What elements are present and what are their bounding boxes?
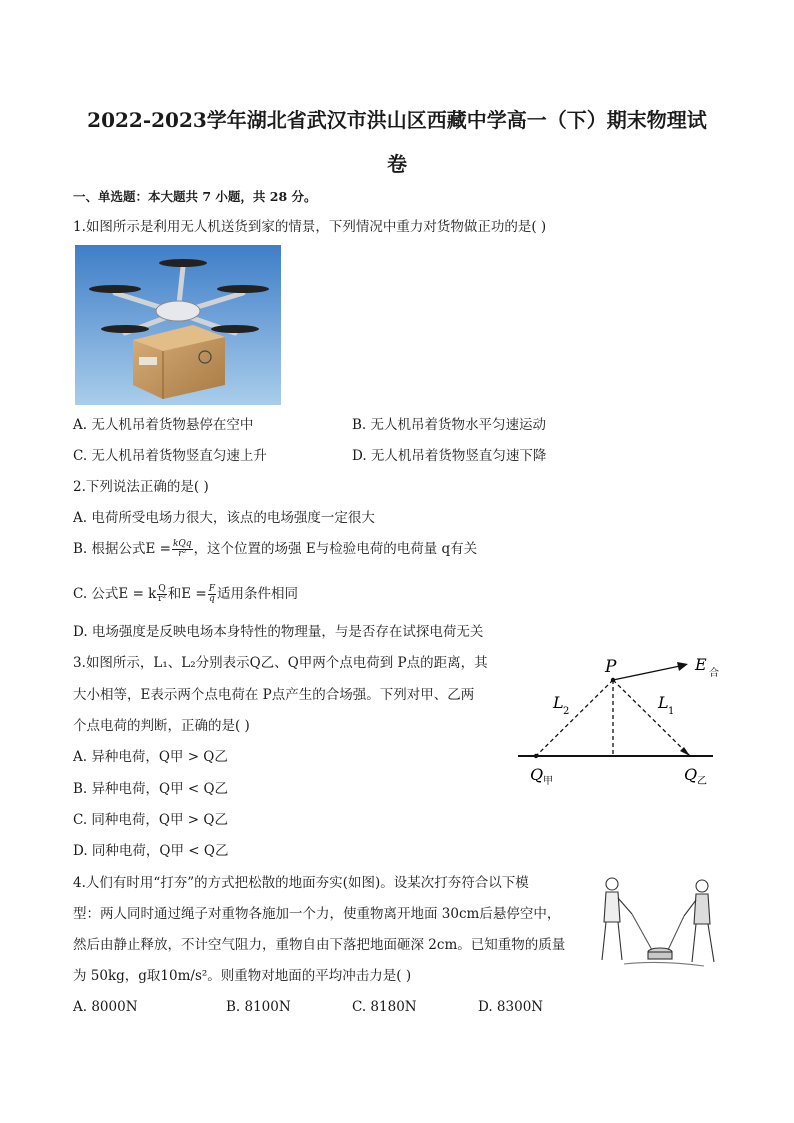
- label-q-jia: Q: [530, 765, 544, 784]
- q3-stem-line1: 3.如图所示，L₁、L₂分别表示Q乙、Q甲两个点电荷到 P点的距离，其: [73, 655, 488, 671]
- label-p: P: [605, 657, 617, 677]
- label-l2-sub: 2: [563, 706, 570, 717]
- q1-option-a: A. 无人机吊着货物悬停在空中: [73, 417, 254, 433]
- q1-stem: 1.如图所示是利用无人机送货到家的情景，下列情况中重力对货物做正功的是( ): [73, 219, 547, 235]
- q2-option-a: A. 电荷所受电场力很大，该点的电场强度一定很大: [73, 510, 375, 526]
- label-q-jia-sub: 甲: [543, 776, 553, 787]
- q2-option-c: [73, 585, 298, 604]
- q2-option-d: D. 电场强度是反映电场本身特性的物理量，与是否存在试探电荷无关: [73, 624, 484, 640]
- section-heading: 一、单选题：本大题共 7 小题，共 28 分。: [73, 189, 317, 204]
- q4-stem-line1: 4.人们有时用“打夯”的方式把松散的地面夯实(如图)。设某次打夯符合以下模: [73, 875, 529, 891]
- label-l2: L: [553, 693, 564, 712]
- q1-option-d: D. 无人机吊着货物竖直匀速下降: [352, 448, 547, 464]
- q4-option-a: A. 8000N: [73, 999, 138, 1015]
- tamping-illustration: [594, 872, 726, 972]
- q2-option-c-prefix: C. 公式E = k: [73, 586, 157, 602]
- fraction-q-over-r2: [157, 585, 166, 604]
- field-diagram: [508, 650, 758, 790]
- q1-option-b: B. 无人机吊着货物水平匀速运动: [352, 417, 547, 433]
- q3-option-a: A. 异种电荷，Q甲 > Q乙: [73, 749, 228, 765]
- fraction-f-over-q: [208, 585, 216, 604]
- fraction-denominator: r²: [158, 594, 167, 604]
- fraction-numerator: kQq: [172, 539, 192, 549]
- label-q-yi-sub: 乙: [697, 776, 707, 787]
- fraction-numerator: F: [208, 584, 215, 594]
- label-q-yi: Q: [684, 765, 698, 784]
- q2-option-b-prefix: B. 根据公式E =: [73, 541, 171, 557]
- q4-option-b: B. 8100N: [226, 999, 291, 1015]
- drone-delivery-image: [75, 245, 281, 405]
- q4-stem-line4: 为 50kg，g取10m/s²。则重物对地面的平均冲击力是( ): [73, 968, 412, 984]
- q4-stem-line2: 型：两人同时通过绳子对重物各施加一个力，使重物离开地面 30cm后悬停空中，: [73, 906, 561, 922]
- q4-option-c: C. 8180N: [352, 999, 417, 1015]
- paper-title-line1: 2022-2023学年湖北省武汉市洪山区西藏中学高一（下）期末物理试: [87, 108, 707, 132]
- q2-option-c-middle: 和E =: [167, 586, 207, 602]
- q3-option-b: B. 异种电荷，Q甲 < Q乙: [73, 781, 229, 797]
- q1-option-c: C. 无人机吊着货物竖直匀速上升: [73, 448, 267, 464]
- q3-stem-line2: 大小相等，E表示两个点电荷在 P点产生的合场强。下列对甲、乙两: [73, 687, 475, 703]
- q3-option-d: D. 同种电荷，Q甲 < Q乙: [73, 843, 229, 859]
- q2-option-c-suffix: 适用条件相同: [216, 586, 298, 602]
- label-e: E: [695, 655, 707, 674]
- q3-stem-line3: 个点电荷的判断，正确的是( ): [73, 718, 250, 734]
- q2-option-b: [73, 540, 477, 559]
- q2-option-b-suffix: ，这个位置的场强 E与检验电荷的电荷量 q有关: [193, 541, 478, 557]
- q4-stem-line3: 然后由静止释放，不计空气阻力，重物自由下落把地面砸深 2cm。已知重物的质量: [73, 937, 566, 953]
- label-l1-sub: 1: [668, 706, 675, 717]
- fraction-denominator: r²: [178, 549, 187, 559]
- label-e-sub: 合: [709, 668, 719, 679]
- paper-title-line2: 卷: [387, 152, 407, 176]
- q2-stem: 2.下列说法正确的是( ): [73, 479, 209, 495]
- label-l1: L: [658, 693, 669, 712]
- fraction-numerator: Q: [158, 584, 166, 594]
- fraction-kqq-over-r2: [172, 540, 193, 559]
- q4-option-d: D. 8300N: [478, 999, 544, 1015]
- fraction-denominator: q: [208, 594, 215, 604]
- q3-option-c: C. 同种电荷，Q甲 > Q乙: [73, 812, 228, 828]
